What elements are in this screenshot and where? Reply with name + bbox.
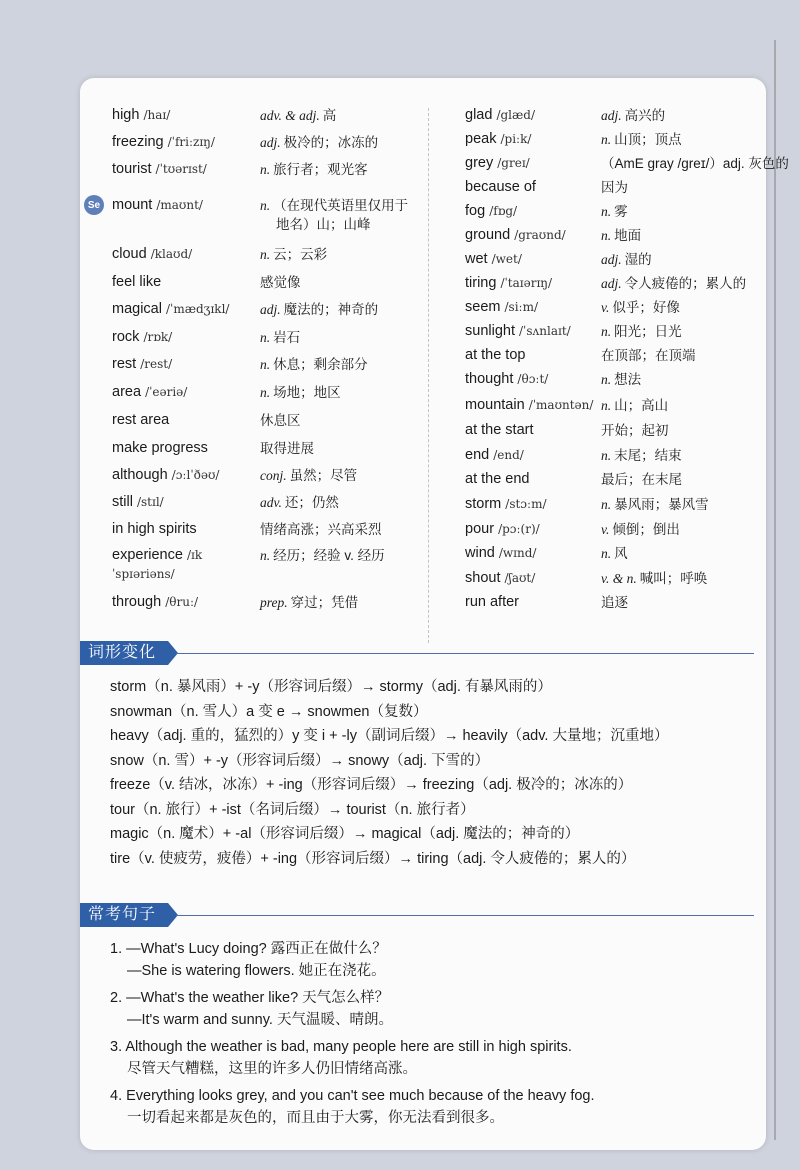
vocab-word-text: rest area	[112, 412, 170, 428]
meaning-text: 末尾；结束	[614, 448, 682, 463]
part-of-speech: n.	[601, 497, 612, 512]
vocab-word	[465, 346, 525, 365]
vocab-word-text: grey	[465, 155, 494, 171]
vocab-meaning	[260, 328, 300, 347]
part-of-speech: n.	[260, 548, 271, 563]
vocab-word	[465, 106, 535, 125]
vocab-word	[112, 546, 232, 584]
vocab-word	[465, 421, 534, 440]
meaning-text: （AmE gray /greɪ/）adj. 灰色的	[601, 156, 789, 171]
vocab-pronunciation: /ˈmaʊntən/	[528, 398, 594, 412]
vocab-word-text: at the end	[465, 471, 530, 487]
section-rule	[176, 915, 754, 916]
vocab-word	[112, 133, 215, 152]
part-of-speech: n.	[601, 398, 612, 413]
vocab-word-text: pour	[465, 521, 495, 537]
part-of-speech: adj.	[260, 135, 281, 150]
vocab-meaning	[260, 196, 408, 234]
vocab-word	[465, 154, 530, 173]
part-of-speech: n.	[260, 198, 271, 213]
vocab-word-text: ground	[465, 227, 511, 243]
vocab-meaning	[260, 245, 327, 264]
sentence-line-translation: —She is watering flowers. 她正在浇花。	[127, 963, 386, 979]
vocab-word	[465, 593, 519, 612]
vocab-word	[465, 202, 517, 221]
sentence-item	[110, 1085, 595, 1129]
meaning-text: 因为	[601, 180, 628, 195]
vocab-meaning	[601, 298, 680, 317]
vocab-meaning	[601, 569, 707, 588]
vocab-meaning	[601, 130, 682, 149]
vocab-meaning	[260, 466, 357, 485]
vocab-word	[112, 196, 203, 215]
vocab-word	[465, 470, 530, 489]
vocab-word-text: mountain	[465, 397, 525, 413]
vocab-meaning	[601, 178, 628, 197]
vocab-word-text: freezing	[112, 134, 164, 150]
vocab-pronunciation: /ˈtaɪərɪŋ/	[500, 276, 553, 290]
vocab-meaning	[601, 446, 682, 465]
sound-badge-icon[interactable]: Se	[84, 195, 104, 215]
meaning-text: 还；仍然	[284, 495, 339, 510]
vocab-meaning	[601, 346, 696, 365]
vocab-pronunciation: /ʃaʊt/	[504, 571, 536, 585]
part-of-speech: n.	[601, 372, 612, 387]
vocab-word	[465, 130, 531, 149]
sentence-item	[110, 938, 387, 982]
vocab-word	[112, 160, 207, 179]
meaning-text: 经历；经验 v. 经历	[273, 548, 385, 563]
vocab-pronunciation: /graʊnd/	[514, 228, 566, 242]
part-of-speech: n.	[260, 247, 271, 262]
morph-line: freeze（v. 结冰，冰冻）+ -ing（形容词后缀）→ freezing（adj. 极冷的；冰冻的）	[110, 777, 633, 793]
meaning-text: 虽然；尽管	[289, 468, 358, 483]
vocab-word	[112, 106, 170, 125]
morph-line: snowman（n. 雪人）a 变 e → snowmen（复数）	[110, 703, 428, 720]
morph-line: heavy（adj. 重的，猛烈的）y 变 i + -ly（副词后缀）→ heavily（adv. 大量地；沉重地）	[110, 728, 669, 744]
vocab-meaning	[260, 300, 378, 319]
meaning-text: 情绪高涨；兴高采烈	[260, 522, 382, 537]
morph-line: storm（n. 暴风雨）+ -y（形容词后缀）→ stormy（adj. 有暴风雨的）	[110, 679, 552, 695]
part-of-speech: v. & n.	[601, 571, 637, 586]
vocab-pronunciation: /wet/	[491, 252, 522, 266]
meaning-text: 似乎；好像	[612, 300, 680, 315]
morph-line: tour（n. 旅行）+ -ist（名词后缀）→ tourist（n. 旅行者）	[110, 801, 475, 818]
sentence-line-translation: 一切看起来都是灰色的，而且由于大雾，你无法看到很多。	[127, 1110, 504, 1126]
meaning-text: 暴风雨；暴风雪	[614, 497, 709, 512]
vocab-meaning	[260, 593, 358, 612]
sentence-item	[110, 1036, 572, 1080]
meaning-text: 场地；地区	[273, 385, 341, 400]
meaning-text: 倾倒；倒出	[612, 522, 680, 537]
part-of-speech: prep.	[260, 595, 288, 610]
vocab-pronunciation: /stɪl/	[136, 495, 164, 509]
vocab-word	[112, 493, 164, 512]
vocab-word-text: shout	[465, 570, 501, 586]
part-of-speech: adj.	[260, 302, 281, 317]
section-header-morph	[80, 641, 766, 665]
vocab-meaning	[601, 593, 628, 612]
part-of-speech: n.	[601, 546, 612, 561]
vocab-meaning	[601, 495, 709, 514]
vocab-meaning	[601, 226, 641, 245]
meaning-text: 高	[322, 108, 337, 123]
meaning-text: 岩石	[273, 330, 301, 345]
meaning-text-continued: 地名）山；山峰	[276, 217, 371, 232]
vocab-word-text: wind	[465, 545, 495, 561]
vocab-meaning	[260, 439, 314, 458]
part-of-speech: n.	[601, 132, 612, 147]
vocab-pronunciation: /greɪ/	[497, 156, 530, 170]
vocab-meaning	[260, 520, 382, 539]
sentence-line-english: 4. Everything looks grey, and you can't see much because of the heavy fog.	[110, 1088, 595, 1104]
vocab-word-text: high	[112, 107, 140, 123]
vocab-word	[112, 355, 172, 374]
meaning-text: 休息区	[260, 413, 301, 428]
vocab-word-text: feel like	[112, 274, 162, 290]
morph-line: tire（v. 使疲劳，疲倦）+ -ing（形容词后缀）→ tiring（adj. 令人疲倦的；累人的）	[110, 850, 636, 867]
vocab-word	[465, 298, 538, 317]
meaning-text: 魔法的；神奇的	[283, 302, 379, 317]
vocab-pronunciation: /ɪkˈspɪəriəns/	[112, 548, 203, 581]
meaning-text: 湿的	[624, 252, 652, 267]
section-header-sentences	[80, 903, 766, 927]
vocab-word	[465, 396, 593, 415]
morph-line: magic（n. 魔术）+ -al（形容词后缀）→ magical（adj. 魔法的；神奇的）	[110, 826, 580, 842]
vocab-meaning	[260, 493, 339, 512]
vocab-pronunciation: /stɔːm/	[505, 497, 547, 511]
vocab-meaning	[260, 133, 378, 152]
vocab-word	[112, 520, 197, 539]
part-of-speech: adj.	[601, 252, 622, 267]
vocab-pronunciation: /ˈmædʒɪkl/	[166, 302, 230, 316]
sentence-line-english: 2. —What's the weather like? 天气怎么样？	[110, 990, 390, 1006]
meaning-text: 感觉像	[260, 275, 301, 290]
vocab-pronunciation: /θɔːt/	[517, 372, 549, 386]
vocab-meaning	[260, 273, 301, 292]
vocab-word	[112, 593, 198, 612]
vocab-word-text: magical	[112, 301, 162, 317]
vocab-word-text: storm	[465, 496, 502, 512]
vocab-pronunciation: /haɪ/	[143, 108, 171, 122]
vocab-pronunciation: /pɔː(r)/	[498, 522, 540, 536]
meaning-text: 在顶部；在顶端	[601, 348, 696, 363]
part-of-speech: n.	[260, 330, 271, 345]
vocab-word	[465, 520, 540, 539]
vocab-word-text: tourist	[112, 161, 152, 177]
vocab-word-text: run after	[465, 594, 519, 610]
vocab-word	[465, 226, 566, 245]
meaning-text: 雾	[614, 204, 628, 219]
vocab-word-text: through	[112, 594, 162, 610]
vocab-word-text: sunlight	[465, 323, 515, 339]
sentence-line-english: 3. Although the weather is bad, many people here are still in high spirits.	[110, 1039, 572, 1055]
section-title-sentences: 常考句子	[80, 903, 168, 927]
vocab-word	[112, 439, 208, 458]
vocab-word-text: although	[112, 467, 168, 483]
part-of-speech: n.	[601, 448, 612, 463]
vocab-word	[465, 250, 522, 269]
vocab-pronunciation: /ˈeəriə/	[145, 385, 188, 399]
meaning-text: 穿过；凭借	[290, 595, 359, 610]
vocab-meaning	[601, 250, 652, 269]
vocab-word-text: area	[112, 384, 142, 400]
vocab-word	[112, 411, 169, 430]
vocab-meaning	[601, 544, 628, 563]
part-of-speech: conj.	[260, 468, 287, 483]
meaning-text: 风	[614, 546, 628, 561]
vocab-word-text: fog	[465, 203, 486, 219]
vocab-pronunciation: /ɔːlˈðəʊ/	[171, 468, 220, 482]
vocab-word-text: experience	[112, 547, 183, 563]
vocab-pronunciation: /rest/	[140, 357, 173, 371]
vocab-word	[465, 178, 536, 197]
vocab-word	[465, 322, 571, 341]
column-divider	[428, 108, 429, 643]
morph-line: snow（n. 雪）+ -y（形容词后缀）→ snowy（adj. 下雪的）	[110, 752, 490, 769]
section-title-morph: 词形变化	[80, 641, 168, 665]
part-of-speech: n.	[260, 162, 271, 177]
meaning-text: 山顶；顶点	[614, 132, 682, 147]
textbook-page	[80, 78, 789, 1150]
part-of-speech: n.	[601, 228, 612, 243]
vocab-word-text: rest	[112, 356, 137, 372]
vocab-meaning	[601, 396, 668, 415]
vocab-word-text: thought	[465, 371, 514, 387]
vocab-word	[465, 446, 524, 465]
vocab-word-text: in high spirits	[112, 521, 197, 537]
vocab-meaning	[601, 274, 746, 293]
vocab-meaning	[260, 546, 385, 565]
vocab-word	[112, 245, 192, 264]
vocab-word-text: at the top	[465, 347, 526, 363]
meaning-text: 旅行者；观光客	[273, 162, 368, 177]
vocab-word-text: end	[465, 447, 490, 463]
vocab-word-text: at the start	[465, 422, 534, 438]
meaning-text: 休息；剩余部分	[273, 357, 368, 372]
vocab-word	[465, 569, 535, 588]
meaning-text: （在现代英语里仅用于	[273, 198, 409, 213]
part-of-speech: n.	[260, 385, 271, 400]
meaning-text: 想法	[614, 372, 642, 387]
vocab-word-text: wet	[465, 251, 488, 267]
part-of-speech: n.	[260, 357, 271, 372]
vocab-meaning	[601, 322, 682, 341]
vocab-meaning	[601, 470, 682, 489]
meaning-text: 令人疲倦的；累人的	[624, 276, 747, 291]
vocab-word-text: glad	[465, 107, 493, 123]
meaning-text: 阳光；日光	[614, 324, 682, 339]
part-of-speech: adj.	[601, 108, 622, 123]
vocab-pronunciation: /ˈtʊərɪst/	[155, 162, 207, 176]
meaning-text: 开始；起初	[601, 423, 669, 438]
vocab-pronunciation: /piːk/	[500, 132, 532, 146]
vocab-word	[112, 383, 187, 402]
part-of-speech: n.	[601, 204, 612, 219]
vocab-word	[465, 495, 547, 514]
vocab-meaning	[601, 202, 628, 221]
vocab-meaning	[601, 421, 669, 440]
meaning-text: 地面	[614, 228, 642, 243]
vocab-word-text: mount	[112, 197, 153, 213]
vocab-word	[465, 370, 548, 389]
vocab-pronunciation: /fɒg/	[489, 204, 518, 218]
vocab-pronunciation: /glæd/	[496, 108, 536, 122]
page-edge-line	[774, 40, 776, 1140]
vocab-meaning	[260, 383, 341, 402]
vocab-pronunciation: /klaʊd/	[150, 247, 193, 261]
sentence-item	[110, 987, 393, 1031]
meaning-text: 追逐	[601, 595, 628, 610]
vocab-word-text: make progress	[112, 440, 208, 456]
meaning-text: 山；高山	[614, 398, 669, 413]
vocab-meaning	[601, 370, 641, 389]
vocab-word-text: because of	[465, 179, 536, 195]
part-of-speech: v.	[601, 300, 610, 315]
vocab-pronunciation: /maʊnt/	[156, 198, 203, 212]
part-of-speech: n.	[601, 324, 612, 339]
section-rule	[176, 653, 754, 654]
vocab-pronunciation: /ˈfriːzɪŋ/	[167, 135, 215, 149]
vocab-word-text: seem	[465, 299, 501, 315]
meaning-text: 喊叫；呼唤	[639, 571, 708, 586]
meaning-text: 最后；在末尾	[601, 472, 682, 487]
part-of-speech: v.	[601, 522, 610, 537]
vocab-word	[112, 273, 161, 292]
vocab-word	[112, 328, 172, 347]
vocab-meaning	[601, 106, 665, 125]
vocab-meaning	[601, 154, 789, 173]
meaning-text: 取得进展	[260, 441, 314, 456]
vocab-word-text: peak	[465, 131, 497, 147]
part-of-speech: adv.	[260, 495, 282, 510]
vocab-pronunciation: /end/	[493, 448, 524, 462]
vocab-meaning	[260, 106, 336, 125]
part-of-speech: adj.	[601, 276, 622, 291]
vocab-meaning	[260, 160, 368, 179]
meaning-text: 极冷的；冰冻的	[283, 135, 379, 150]
vocab-pronunciation: /wɪnd/	[498, 546, 537, 560]
vocab-word	[112, 466, 219, 485]
vocab-word	[465, 544, 536, 563]
vocab-meaning	[601, 520, 680, 539]
vocab-meaning	[260, 411, 301, 430]
vocab-word-text: rock	[112, 329, 140, 345]
meaning-text: 云；云彩	[273, 247, 328, 262]
part-of-speech: adv. & adj.	[260, 108, 320, 123]
vocab-word-text: cloud	[112, 246, 147, 262]
vocab-word	[112, 300, 229, 319]
vocab-pronunciation: /rɒk/	[143, 330, 173, 344]
vocab-pronunciation: /θruː/	[165, 595, 199, 609]
sentence-line-translation: 尽管天气糟糕，这里的许多人仍旧情绪高涨。	[127, 1061, 417, 1077]
sentence-line-translation: —It's warm and sunny. 天气温暖、晴朗。	[127, 1012, 393, 1028]
vocab-meaning	[260, 355, 368, 374]
vocab-pronunciation: /siːm/	[504, 300, 539, 314]
vocab-pronunciation: /ˈsʌnlaɪt/	[519, 324, 571, 338]
vocab-word-text: still	[112, 494, 133, 510]
vocab-word	[465, 274, 552, 293]
meaning-text: 高兴的	[624, 108, 666, 123]
sentence-line-english: 1. —What's Lucy doing? 露西正在做什么？	[110, 941, 387, 957]
vocab-word-text: tiring	[465, 275, 497, 291]
